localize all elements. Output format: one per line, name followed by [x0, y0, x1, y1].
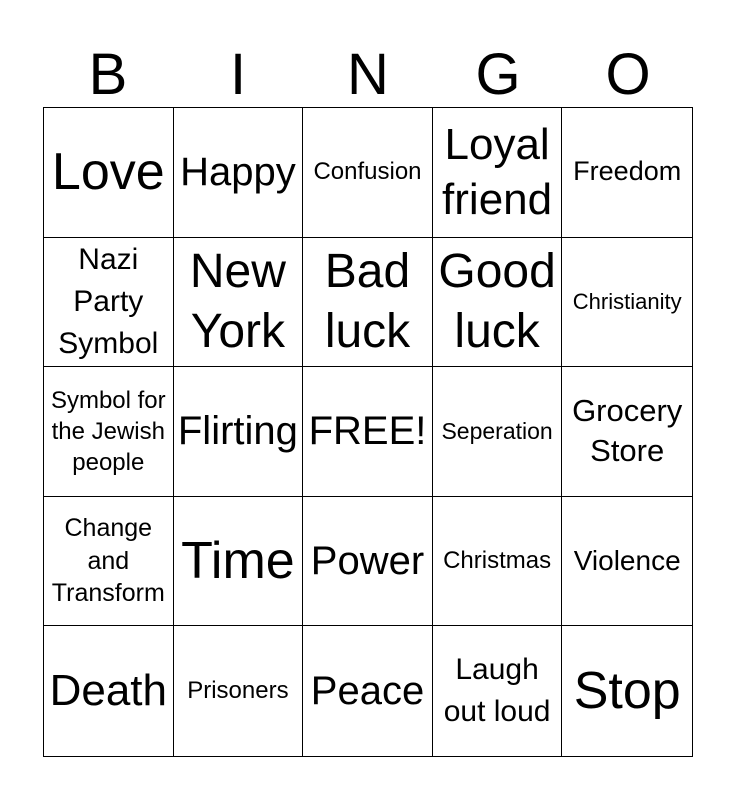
bingo-cell[interactable]	[433, 238, 563, 368]
cell-text: Bad luck	[324, 244, 411, 358]
bingo-cell[interactable]	[303, 626, 433, 756]
header-letter-g: G	[475, 42, 521, 107]
bingo-cell[interactable]	[303, 238, 433, 368]
cell-text: Christianity	[572, 288, 682, 314]
cell-text: Violence	[573, 544, 681, 576]
header-letter-o: O	[605, 42, 651, 107]
cell-text: Prisoners	[187, 677, 289, 704]
bingo-cell[interactable]	[174, 367, 304, 497]
bingo-cell[interactable]	[562, 367, 692, 497]
bingo-cell[interactable]	[562, 108, 692, 238]
cell-text: Death	[49, 666, 167, 715]
cell-text: New York	[189, 244, 286, 358]
cell-text: Laugh out loud	[443, 653, 551, 729]
bingo-cell[interactable]	[174, 238, 304, 368]
bingo-cell[interactable]	[433, 497, 563, 627]
cell-text: Loyal friend	[442, 120, 553, 225]
header-letter-n: N	[347, 42, 389, 107]
header-letter-i: I	[229, 42, 247, 107]
cell-text: Symbol for the Jewish people	[50, 386, 166, 477]
bingo-cell[interactable]	[433, 367, 563, 497]
header-letter-b: B	[88, 42, 128, 107]
cell-text: Love	[51, 142, 165, 201]
cell-text: Nazi Party Symbol	[58, 242, 159, 360]
cell-text: Grocery Store	[572, 393, 683, 469]
bingo-cell[interactable]	[562, 497, 692, 627]
bingo-cell[interactable]	[303, 367, 433, 497]
cell-text: Good luck	[438, 244, 556, 358]
cell-text: FREE!	[308, 409, 427, 454]
bingo-board	[43, 107, 693, 757]
cell-text: Time	[181, 531, 295, 590]
cell-text: Power	[310, 539, 425, 584]
bingo-cell[interactable]	[44, 626, 174, 756]
cell-text: Seperation	[441, 417, 553, 444]
bingo-cell[interactable]	[303, 108, 433, 238]
bingo-cell[interactable]	[303, 497, 433, 627]
cell-text: Peace	[310, 669, 425, 714]
bingo-cell[interactable]	[562, 626, 692, 756]
bingo-cell[interactable]	[433, 626, 563, 756]
bingo-cell[interactable]	[174, 108, 304, 238]
bingo-cell[interactable]	[44, 367, 174, 497]
cell-text: Flirting	[177, 409, 298, 454]
bingo-cell[interactable]	[44, 238, 174, 368]
bingo-cell[interactable]	[433, 108, 563, 238]
bingo-cell[interactable]	[174, 497, 304, 627]
cell-text: Stop	[573, 661, 681, 720]
bingo-cell[interactable]	[174, 626, 304, 756]
bingo-cell[interactable]	[44, 497, 174, 627]
cell-text: Christmas	[443, 546, 552, 574]
cell-text: Change and Transform	[51, 514, 165, 608]
bingo-cell[interactable]	[562, 238, 692, 368]
cell-text: Happy	[180, 150, 296, 195]
bingo-cell[interactable]	[44, 108, 174, 238]
cell-text: Freedom	[573, 156, 682, 187]
cell-text: Confusion	[313, 158, 422, 186]
bingo-header	[43, 44, 693, 106]
